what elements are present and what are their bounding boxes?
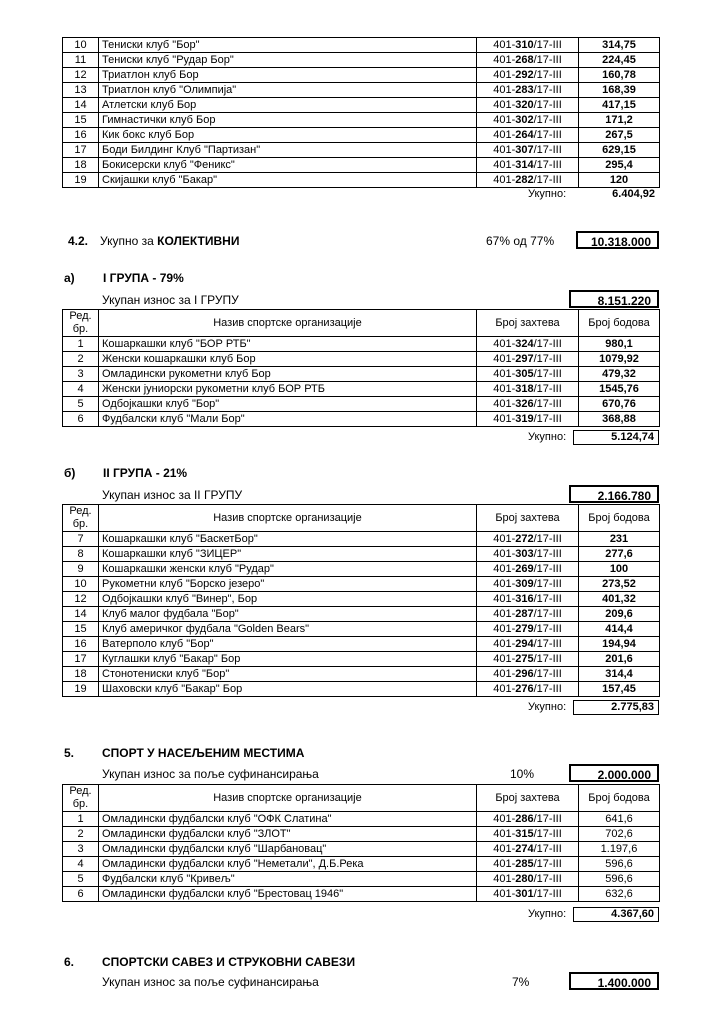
points-value: 171,2: [579, 113, 660, 128]
group-2-amount: 2.166.780: [569, 485, 659, 503]
total-label: Укупно:: [528, 908, 567, 920]
request-number: 401-272/17-III: [477, 532, 579, 547]
request-number: 401-292/17-III: [477, 68, 579, 83]
organization-name: Ватерполо клуб "Бор": [99, 637, 477, 652]
section-4-2-amount: 10.318.000: [576, 231, 659, 249]
table-row: [63, 98, 660, 113]
row-number: 6: [63, 412, 99, 427]
header-points: Број бодова: [579, 310, 660, 337]
organization-name: Боди Билдинг Клуб "Партизан": [99, 143, 477, 158]
row-number: 15: [63, 622, 99, 637]
row-number: 12: [63, 592, 99, 607]
header-name: Назив спортске организације: [99, 310, 477, 337]
group-1-letter: а): [64, 271, 75, 285]
header-request: Број захтева: [477, 505, 579, 532]
request-number: 401-269/17-III: [477, 562, 579, 577]
organization-name: Кошаркашки женски клуб "Рудар": [99, 562, 477, 577]
row-number: 14: [63, 98, 99, 113]
header-number: Ред. бр.: [63, 505, 99, 532]
points-value: 368,88: [579, 412, 660, 427]
total-value: 6.404,92: [612, 188, 655, 200]
row-number: 3: [63, 842, 99, 857]
table-row: [63, 592, 660, 607]
header-name: Назив спортске организације: [99, 785, 477, 812]
organization-name: Кошаркашки клуб "БОР РТБ": [99, 337, 477, 352]
request-number: 401-326/17-III: [477, 397, 579, 412]
table-row: [63, 872, 660, 887]
organization-name: Скијашки клуб "Бакар": [99, 173, 477, 188]
row-number: 13: [63, 83, 99, 98]
organization-name: Клуб америчког фудбала "Golden Bears": [99, 622, 477, 637]
points-value: 702,6: [579, 827, 660, 842]
header-request: Број захтева: [477, 310, 579, 337]
table-row: [63, 532, 660, 547]
total-label: Укупно:: [528, 431, 567, 443]
row-number: 3: [63, 367, 99, 382]
organization-name: Кошаркашки клуб "ЗИЦЕР": [99, 547, 477, 562]
request-number: 401-303/17-III: [477, 547, 579, 562]
organization-name: Омладински фудбалски клуб "ОФК Слатина": [99, 812, 477, 827]
section-6-amount: 1.400.000: [569, 972, 659, 990]
request-number: 401-275/17-III: [477, 652, 579, 667]
section-4-2-number: 4.2.: [68, 234, 89, 248]
points-value: 267,5: [579, 128, 660, 143]
section-4-2-title-bold: КОЛЕКТИВНИ: [157, 234, 240, 248]
table-row: [63, 682, 660, 697]
row-number: 10: [63, 577, 99, 592]
row-number: 15: [63, 113, 99, 128]
top-table-body: [63, 38, 660, 188]
points-value: 641,6: [579, 812, 660, 827]
points-value: 632,6: [579, 887, 660, 902]
points-value: 273,52: [579, 577, 660, 592]
request-number: 401-285/17-III: [477, 857, 579, 872]
group-2-title: II ГРУПА - 21%: [103, 466, 188, 480]
organization-name: Женски кошаркашки клуб Бор: [99, 352, 477, 367]
section-5-number: 5.: [64, 746, 75, 760]
points-value: 277,6: [579, 547, 660, 562]
table-row: [63, 622, 660, 637]
group-2-amount-label: Укупан износ за II ГРУПУ: [102, 488, 243, 502]
request-number: 401-268/17-III: [477, 53, 579, 68]
section-6-amount-label: Укупан износ за поље суфинансирања: [102, 975, 319, 989]
table-header-row: [63, 785, 660, 812]
row-number: 14: [63, 607, 99, 622]
table-header-row: [63, 310, 660, 337]
request-number: 401-316/17-III: [477, 592, 579, 607]
row-number: 10: [63, 38, 99, 53]
table-row: [63, 83, 660, 98]
table-row: [63, 562, 660, 577]
section-5-table: [62, 784, 660, 902]
table-row: [63, 352, 660, 367]
table-row: [63, 158, 660, 173]
organization-name: Тениски клуб "Рудар Бор": [99, 53, 477, 68]
table-row: [63, 113, 660, 128]
organization-name: Омладински фудбалски клуб "Неметали", Д.Б.Река: [99, 857, 477, 872]
organization-name: Омладински фудбалски клуб "ЗЛОТ": [99, 827, 477, 842]
group-1-amount-label: Укупан износ за I ГРУПУ: [102, 293, 239, 307]
row-number: 8: [63, 547, 99, 562]
table-row: [63, 38, 660, 53]
organization-name: Триатлон клуб Бор: [99, 68, 477, 83]
header-number: Ред. бр.: [63, 310, 99, 337]
request-number: 401-302/17-III: [477, 113, 579, 128]
points-value: 670,76: [579, 397, 660, 412]
request-number: 401-276/17-III: [477, 682, 579, 697]
points-value: 417,15: [579, 98, 660, 113]
table-row: [63, 827, 660, 842]
organization-name: Кик бокс клуб Бор: [99, 128, 477, 143]
points-value: 314,4: [579, 667, 660, 682]
row-number: 1: [63, 812, 99, 827]
points-value: 231: [579, 532, 660, 547]
section-5-table-body: [63, 812, 660, 902]
organization-name: Бокисерски клуб "Феникс": [99, 158, 477, 173]
organization-name: Одбојкашки клуб "Бор": [99, 397, 477, 412]
points-value: 596,6: [579, 872, 660, 887]
request-number: 401-310/17-III: [477, 38, 579, 53]
section-5-title: СПОРТ У НАСЕЉЕНИМ МЕСТИМА: [102, 746, 305, 760]
table-row: [63, 842, 660, 857]
request-number: 401-296/17-III: [477, 667, 579, 682]
total-value: 5.124,74: [573, 430, 659, 445]
points-value: 100: [579, 562, 660, 577]
table-row: [63, 607, 660, 622]
request-number: 401-309/17-III: [477, 577, 579, 592]
header-number: Ред. бр.: [63, 785, 99, 812]
total-value: 4.367,60: [573, 907, 659, 922]
organization-name: Фудбалски клуб "Мали Бор": [99, 412, 477, 427]
organization-name: Стонотениски клуб "Бор": [99, 667, 477, 682]
organization-name: Омладински фудбалски клуб "Брестовац 1946": [99, 887, 477, 902]
organization-name: Кошаркашки клуб "БаскетБор": [99, 532, 477, 547]
table-row: [63, 812, 660, 827]
request-number: 401-264/17-III: [477, 128, 579, 143]
points-value: 120: [579, 173, 660, 188]
request-number: 401-318/17-III: [477, 382, 579, 397]
points-value: 201,6: [579, 652, 660, 667]
request-number: 401-314/17-III: [477, 158, 579, 173]
points-value: 157,45: [579, 682, 660, 697]
header-points: Број бодова: [579, 505, 660, 532]
row-number: 4: [63, 382, 99, 397]
table-row: [63, 382, 660, 397]
request-number: 401-282/17-III: [477, 173, 579, 188]
points-value: 194,94: [579, 637, 660, 652]
request-number: 401-307/17-III: [477, 143, 579, 158]
group-1-table-body: [63, 337, 660, 427]
row-number: 7: [63, 532, 99, 547]
group-1-total: [0, 430, 724, 444]
points-value: 295,4: [579, 158, 660, 173]
request-number: 401-279/17-III: [477, 622, 579, 637]
row-number: 5: [63, 397, 99, 412]
group-1-title: I ГРУПА - 79%: [103, 271, 184, 285]
organization-name: Шаховски клуб "Бакар" Бор: [99, 682, 477, 697]
points-value: 1079,92: [579, 352, 660, 367]
table-row: [63, 128, 660, 143]
request-number: 401-301/17-III: [477, 887, 579, 902]
organization-name: Женски јуниорски рукометни клуб БОР РТБ: [99, 382, 477, 397]
section-4-2-percent: 67% од 77%: [486, 234, 555, 248]
section-5-percent: 10%: [510, 767, 535, 781]
row-number: 11: [63, 53, 99, 68]
section-5-amount: 2.000.000: [569, 764, 659, 782]
section-5-total: [0, 907, 724, 921]
table-row: [63, 68, 660, 83]
table-row: [63, 412, 660, 427]
organization-name: Клуб малог фудбала "Бор": [99, 607, 477, 622]
row-number: 16: [63, 637, 99, 652]
row-number: 17: [63, 143, 99, 158]
header-points: Број бодова: [579, 785, 660, 812]
total-label: Укупно:: [528, 701, 567, 713]
table-row: [63, 652, 660, 667]
points-value: 209,6: [579, 607, 660, 622]
table-row: [63, 337, 660, 352]
points-value: 629,15: [579, 143, 660, 158]
table-header-row: [63, 505, 660, 532]
group-2-table: [62, 504, 660, 697]
request-number: 401-280/17-III: [477, 872, 579, 887]
row-number: 17: [63, 652, 99, 667]
group-2-letter: б): [64, 466, 76, 480]
section-5-amount-label: Укупан износ за поље суфинансирања: [102, 767, 319, 781]
request-number: 401-294/17-III: [477, 637, 579, 652]
table-row: [63, 367, 660, 382]
points-value: 168,39: [579, 83, 660, 98]
group-1-table: [62, 309, 660, 427]
points-value: 596,6: [579, 857, 660, 872]
row-number: 18: [63, 667, 99, 682]
organization-name: Триатлон клуб "Олимпија": [99, 83, 477, 98]
section-6-title: СПОРТСКИ САВЕЗ И СТРУКОВНИ САВЕЗИ: [102, 955, 356, 969]
request-number: 401-315/17-III: [477, 827, 579, 842]
top-table-total: [0, 187, 724, 201]
points-value: 224,45: [579, 53, 660, 68]
table-row: [63, 547, 660, 562]
request-number: 401-283/17-III: [477, 83, 579, 98]
points-value: 401,32: [579, 592, 660, 607]
organization-name: Фудбалски клуб "Кривељ": [99, 872, 477, 887]
row-number: 1: [63, 337, 99, 352]
organization-name: Омладински фудбалски клуб "Шарбановац": [99, 842, 477, 857]
row-number: 16: [63, 128, 99, 143]
table-row: [63, 53, 660, 68]
table-row: [63, 397, 660, 412]
request-number: 401-324/17-III: [477, 337, 579, 352]
section-4-2-title-plain: Укупно за: [100, 234, 158, 248]
request-number: 401-297/17-III: [477, 352, 579, 367]
table-row: [63, 887, 660, 902]
points-value: 1.197,6: [579, 842, 660, 857]
row-number: 19: [63, 173, 99, 188]
header-request: Број захтева: [477, 785, 579, 812]
table-row: [63, 667, 660, 682]
row-number: 9: [63, 562, 99, 577]
table-row: [63, 143, 660, 158]
organization-name: Атлетски клуб Бор: [99, 98, 477, 113]
organization-name: Рукометни клуб "Борско језеро": [99, 577, 477, 592]
table-row: [63, 637, 660, 652]
request-number: 401-287/17-III: [477, 607, 579, 622]
request-number: 401-305/17-III: [477, 367, 579, 382]
section-6-number: 6.: [64, 955, 75, 969]
request-number: 401-320/17-III: [477, 98, 579, 113]
total-value: 2.775,83: [573, 700, 659, 715]
row-number: 12: [63, 68, 99, 83]
points-value: 479,32: [579, 367, 660, 382]
group-1-amount: 8.151.220: [569, 290, 659, 308]
table-row: [63, 173, 660, 188]
request-number: 401-274/17-III: [477, 842, 579, 857]
organization-name: Гимнастички клуб Бор: [99, 113, 477, 128]
top-table: [62, 37, 660, 188]
points-value: 980,1: [579, 337, 660, 352]
organization-name: Тениски клуб "Бор": [99, 38, 477, 53]
points-value: 414,4: [579, 622, 660, 637]
row-number: 4: [63, 857, 99, 872]
total-label: Укупно:: [528, 188, 567, 200]
request-number: 401-286/17-III: [477, 812, 579, 827]
table-row: [63, 577, 660, 592]
section-4-2-title: [100, 234, 239, 248]
group-2-total: [0, 700, 724, 714]
row-number: 18: [63, 158, 99, 173]
row-number: 2: [63, 352, 99, 367]
row-number: 6: [63, 887, 99, 902]
row-number: 5: [63, 872, 99, 887]
points-value: 1545,76: [579, 382, 660, 397]
organization-name: Омладински рукометни клуб Бор: [99, 367, 477, 382]
organization-name: Одбојкашки клуб "Винер", Бор: [99, 592, 477, 607]
request-number: 401-319/17-III: [477, 412, 579, 427]
organization-name: Куглашки клуб "Бакар" Бор: [99, 652, 477, 667]
row-number: 2: [63, 827, 99, 842]
header-name: Назив спортске организације: [99, 505, 477, 532]
points-value: 160,78: [579, 68, 660, 83]
group-2-table-body: [63, 532, 660, 697]
row-number: 19: [63, 682, 99, 697]
table-row: [63, 857, 660, 872]
section-6-percent: 7%: [512, 975, 530, 989]
points-value: 314,75: [579, 38, 660, 53]
